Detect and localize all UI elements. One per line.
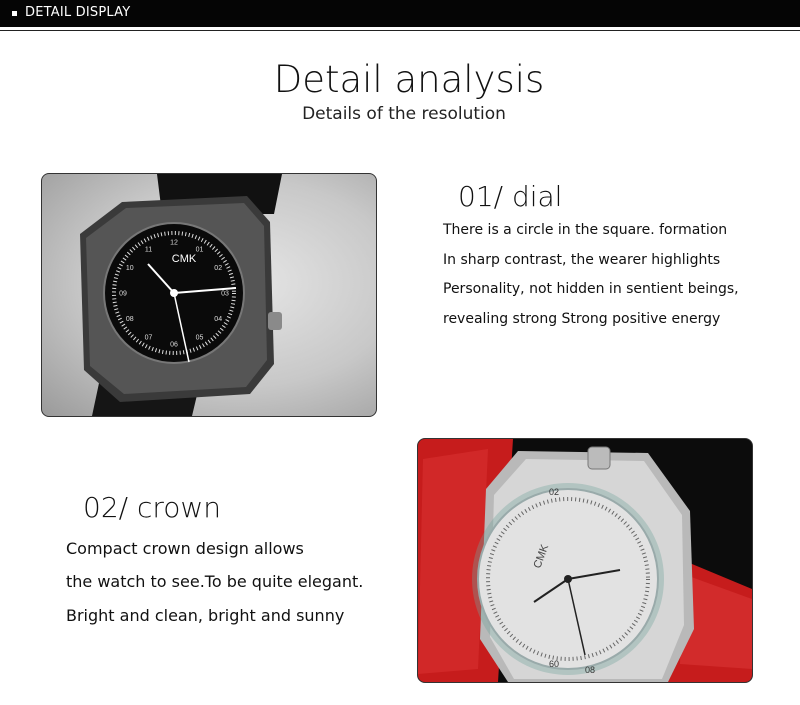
section-heading-crown: 02/ crown xyxy=(83,491,222,524)
dial-numeral: 09 xyxy=(119,290,127,298)
dial-numeral: 03 xyxy=(221,290,229,298)
dial-text-line: There is a circle in the square. formation xyxy=(443,222,728,238)
dial-text-line: Personality, not hidden in sentient beings, xyxy=(443,281,739,297)
dial-detail-photo xyxy=(41,173,377,417)
dial-text-line: revealing strong Strong positive energy xyxy=(443,311,721,327)
crown-text-line: Bright and clean, bright and sunny xyxy=(66,606,345,625)
dial-numeral: 02 xyxy=(549,487,560,497)
section-label: DETAIL DISPLAY xyxy=(25,5,131,20)
dial-numeral: 08 xyxy=(125,316,134,323)
dial-numeral: 02 xyxy=(214,265,223,272)
top-header-bar xyxy=(0,0,800,27)
dial-numeral: 01 xyxy=(195,246,204,254)
dial-numeral: 12 xyxy=(170,239,178,247)
divider xyxy=(0,30,800,31)
dial-text-line: In sharp contrast, the wearer highlights xyxy=(443,252,721,268)
dial-numeral: 08 xyxy=(585,665,596,675)
section-heading-dial: 01/ dial xyxy=(458,180,563,213)
dial-numeral: 04 xyxy=(214,316,223,323)
watch-brand-label: CMK xyxy=(171,253,197,265)
dial-numeral: 06 xyxy=(170,341,178,349)
dial-numeral: 10 xyxy=(125,265,134,272)
crown-text-line: Compact crown design allows xyxy=(66,539,304,558)
dial-numeral: 11 xyxy=(144,246,153,254)
black-watch-illustration xyxy=(42,174,376,416)
dial-numeral: 05 xyxy=(195,334,204,342)
dial-numeral: 60 xyxy=(549,659,560,669)
crown-detail-photo xyxy=(417,438,753,683)
page-title: Detail analysis xyxy=(273,58,545,101)
white-watch-illustration xyxy=(418,439,752,682)
square-bullet-icon xyxy=(12,11,17,16)
page-subtitle: Details of the resolution xyxy=(302,104,506,124)
watch-brand-label: CMK xyxy=(531,542,552,571)
crown-text-line: the watch to see.To be quite elegant. xyxy=(66,572,364,591)
dial-numeral: 07 xyxy=(144,334,153,342)
